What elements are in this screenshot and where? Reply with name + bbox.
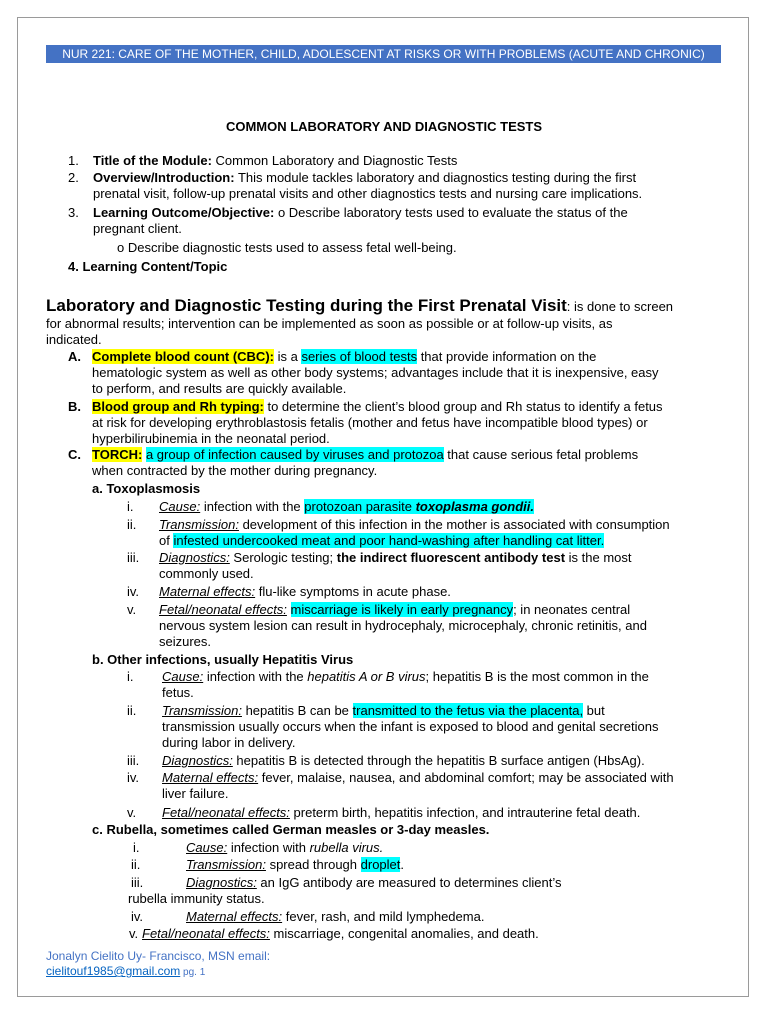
rub-trans-label: Transmission:: [186, 857, 266, 872]
blood-group-text: to determine the client’s blood group and Rh status to identify a fetus: [263, 399, 663, 414]
list-number: 2.: [68, 170, 79, 185]
outcome-text-3: o Describe diagnostic tests used to assess fetal well-being.: [117, 240, 457, 255]
roman-numeral: ii.: [131, 857, 141, 872]
toxo-trans-label: Transmission:: [159, 517, 239, 532]
rubella-maternal: [186, 909, 484, 925]
toxo-cause-highlight: [304, 499, 534, 514]
module-title-label: Title of the Module:: [93, 153, 212, 168]
outcome-label: Learning Outcome/Objective:: [93, 205, 275, 220]
module-title-line: [93, 153, 457, 169]
section-heading: Laboratory and Diagnostic Testing during the First Prenatal Visit: [46, 296, 567, 315]
module-title-value: Common Laboratory and Diagnostic Tests: [211, 153, 458, 168]
hep-transmission: [162, 703, 605, 719]
torch-text: that cause serious fetal problems: [443, 447, 639, 462]
blood-group-line: [92, 399, 663, 415]
hep-diag-label: Diagnostics:: [162, 753, 233, 768]
toxo-fetal: [159, 602, 630, 618]
rub-cause-virus: rubella virus.: [309, 840, 384, 855]
hep-maternal: [162, 770, 674, 786]
rubella-transmission: [186, 857, 404, 873]
hep-fetal-label: Fetal/neonatal effects:: [162, 805, 290, 820]
toxo-cause: [159, 499, 534, 515]
footer-email-link[interactable]: cielitouf1985@gmail.com: [46, 964, 181, 978]
toxo-fetal-space: [287, 602, 291, 617]
hep-fetal-text: preterm birth, hepatitis infection, and intrauterine fetal death.: [289, 805, 641, 820]
rub-trans-text: spread through: [265, 857, 361, 872]
list-number: 1.: [68, 153, 79, 168]
toxo-cause-hl-text: protozoan parasite: [304, 499, 416, 514]
toxo-trans-text: development of this infection in the mother is associated with consumption: [238, 517, 670, 532]
roman-numeral: ii.: [127, 517, 137, 532]
toxo-mat-text: flu-like symptoms in acute phase.: [255, 584, 451, 599]
toxo-fetal-text: ; in neonates central: [513, 602, 631, 617]
blood-group-line-3: hyperbilirubinemia in the neonatal period.: [92, 431, 330, 446]
rub-trans-highlight: droplet: [360, 857, 401, 872]
roman-numeral: iii.: [127, 753, 140, 768]
list-letter: C.: [68, 447, 81, 462]
hep-trans-label: Transmission:: [162, 703, 242, 718]
overview-line: [93, 170, 636, 186]
roman-numeral: v.: [127, 602, 137, 617]
toxo-diag-text-2: is the most: [565, 550, 632, 565]
rub-fetal-label: Fetal/neonatal effects:: [142, 926, 270, 941]
cbc-text: is a: [273, 349, 302, 364]
rub-mat-text: fever, rash, and mild lymphedema.: [282, 909, 485, 924]
toxo-trans-highlight: infested undercooked meat and poor hand-washing after handling cat litter.: [173, 533, 605, 548]
toxo-transmission: [159, 517, 670, 533]
overview-text-2: prenatal visit, follow-up prenatal visits and other diagnostics tests and nursing care implications.: [93, 186, 643, 201]
hep-trans-text-2: but: [583, 703, 605, 718]
hep-cause-text-2: ; hepatitis B is the most common in the: [425, 669, 649, 684]
footer-author: Jonalyn Cielito Uy- Francisco, MSN email:: [46, 949, 271, 963]
cbc-line: [92, 349, 596, 365]
hep-transmission-2: transmission usually occurs when the infant is exposed to blood and genital secretions: [162, 719, 659, 734]
rubella-cause: [186, 840, 383, 856]
roman-numeral: iv.: [127, 584, 140, 599]
toxo-trans-text-2: of: [159, 533, 174, 548]
hep-diagnostics: [162, 753, 645, 769]
toxo-diag-text: Serologic testing;: [229, 550, 337, 565]
section-text-2: for abnormal results; intervention can be implemented as soon as possible or at follow-up visits, as: [46, 316, 613, 331]
cbc-label: Complete blood count (CBC):: [92, 349, 274, 364]
toxo-cause-text: infection with the: [200, 499, 305, 514]
rub-cause-text: infection with: [227, 840, 310, 855]
toxo-fetal-3: seizures.: [159, 634, 212, 649]
list-number: 3.: [68, 205, 79, 220]
hep-mat-label: Maternal effects:: [162, 770, 259, 785]
blood-group-label: Blood group and Rh typing:: [92, 399, 264, 414]
torch-line: [92, 447, 638, 463]
hep-cause-virus: hepatitis A or B virus: [307, 669, 426, 684]
rub-diag-label: Diagnostics:: [186, 875, 257, 890]
cbc-line-3: to perform, and results are quickly available.: [92, 381, 347, 396]
overview-text: This module tackles laboratory and diagnostics testing during the first: [234, 170, 637, 185]
roman-numeral: ii.: [127, 703, 137, 718]
rubella-diagnostics-2: rubella immunity status.: [128, 891, 265, 906]
toxo-heading: a. Toxoplasmosis: [92, 481, 201, 496]
hep-heading: b. Other infections, usually Hepatitis Virus: [92, 652, 354, 667]
page-number: pg. 1: [180, 967, 206, 978]
hep-transmission-3: during labor in delivery.: [162, 735, 296, 750]
toxo-cause-label: Cause:: [159, 499, 201, 514]
roman-numeral: i.: [127, 669, 134, 684]
hep-cause-label: Cause:: [162, 669, 204, 684]
hep-mat-text: fever, malaise, nausea, and abdominal comfort; may be associated with: [258, 770, 674, 785]
outcome-line: [93, 205, 628, 221]
course-banner: NUR 221: CARE OF THE MOTHER, CHILD, ADOLESCENT AT RISKS OR WITH PROBLEMS (ACUTE AND CHRONIC): [46, 45, 721, 63]
rub-trans-text-2: .: [400, 857, 405, 872]
torch-line-2: when contracted by the mother during pregnancy.: [92, 463, 378, 478]
roman-numeral: iv.: [131, 909, 144, 924]
blood-group-line-2: at risk for developing erythroblastosis fetalis (mother and fetus have incompatible blood types) or: [92, 415, 648, 430]
hep-cause: [162, 669, 649, 685]
section-text-3: indicated.: [46, 332, 102, 347]
outcome-text-2: pregnant client.: [93, 221, 182, 236]
torch-label: TORCH:: [92, 447, 143, 462]
rub-cause-label: Cause:: [186, 840, 228, 855]
hep-cause-text: infection with the: [203, 669, 308, 684]
rub-mat-label: Maternal effects:: [186, 909, 283, 924]
footer-contact: [46, 964, 205, 980]
toxo-diagnostics-2: commonly used.: [159, 566, 254, 581]
rubella-diagnostics: [186, 875, 562, 891]
toxo-diag-bold: the indirect fluorescent antibody test: [336, 550, 566, 565]
cbc-text-2: that provide information on the: [417, 349, 597, 364]
hep-fetal: [162, 805, 640, 821]
section-heading-line: [46, 296, 673, 317]
cbc-highlight: series of blood tests: [301, 349, 418, 364]
roman-numeral: iii.: [127, 550, 140, 565]
roman-numeral: iii.: [131, 875, 144, 890]
roman-numeral: i.: [127, 499, 134, 514]
torch-highlight: a group of infection caused by viruses and protozoa: [145, 447, 444, 462]
section-heading-rest: : is done to screen: [566, 299, 674, 314]
cbc-line-2: hematologic system as well as other body systems; advantages include that it is inexpensive, easy: [92, 365, 659, 380]
hep-diag-text: hepatitis B is detected through the hepatitis B surface antigen (HbsAg).: [232, 753, 645, 768]
toxo-maternal: [159, 584, 451, 600]
rub-fetal-text: miscarriage, congenital anomalies, and death.: [269, 926, 539, 941]
list-letter: A.: [68, 349, 81, 364]
rubella-fetal: [142, 926, 539, 942]
document-title: COMMON LABORATORY AND DIAGNOSTIC TESTS: [225, 119, 543, 134]
toxo-diagnostics: [159, 550, 632, 566]
toxo-fetal-label: Fetal/neonatal effects:: [159, 602, 287, 617]
roman-numeral: v.: [129, 926, 139, 941]
overview-label: Overview/Introduction:: [93, 170, 235, 185]
toxo-mat-label: Maternal effects:: [159, 584, 256, 599]
toxo-cause-organism: toxoplasma gondii.: [415, 499, 535, 514]
rub-diag-text: an IgG antibody are measured to determines client’s: [256, 875, 562, 890]
roman-numeral: v.: [127, 805, 137, 820]
list-letter: B.: [68, 399, 81, 414]
hep-trans-highlight: transmitted to the fetus via the placenta,: [352, 703, 584, 718]
roman-numeral: iv.: [127, 770, 140, 785]
hep-maternal-2: liver failure.: [162, 786, 229, 801]
toxo-fetal-2: nervous system lesion can result in hydrocephaly, microcephaly, chronic retinitis, and: [159, 618, 647, 633]
rubella-heading: c. Rubella, sometimes called German measles or 3-day measles.: [92, 822, 490, 837]
learning-content-label: 4. Learning Content/Topic: [68, 259, 228, 274]
roman-numeral: i.: [133, 840, 140, 855]
outcome-text: o Describe laboratory tests used to evaluate the status of the: [274, 205, 628, 220]
toxo-fetal-highlight: miscarriage is likely in early pregnancy: [290, 602, 514, 617]
hep-cause-2: fetus.: [162, 685, 194, 700]
hep-trans-text: hepatitis B can be: [241, 703, 353, 718]
toxo-diag-label: Diagnostics:: [159, 550, 230, 565]
toxo-transmission-2: [159, 533, 604, 549]
